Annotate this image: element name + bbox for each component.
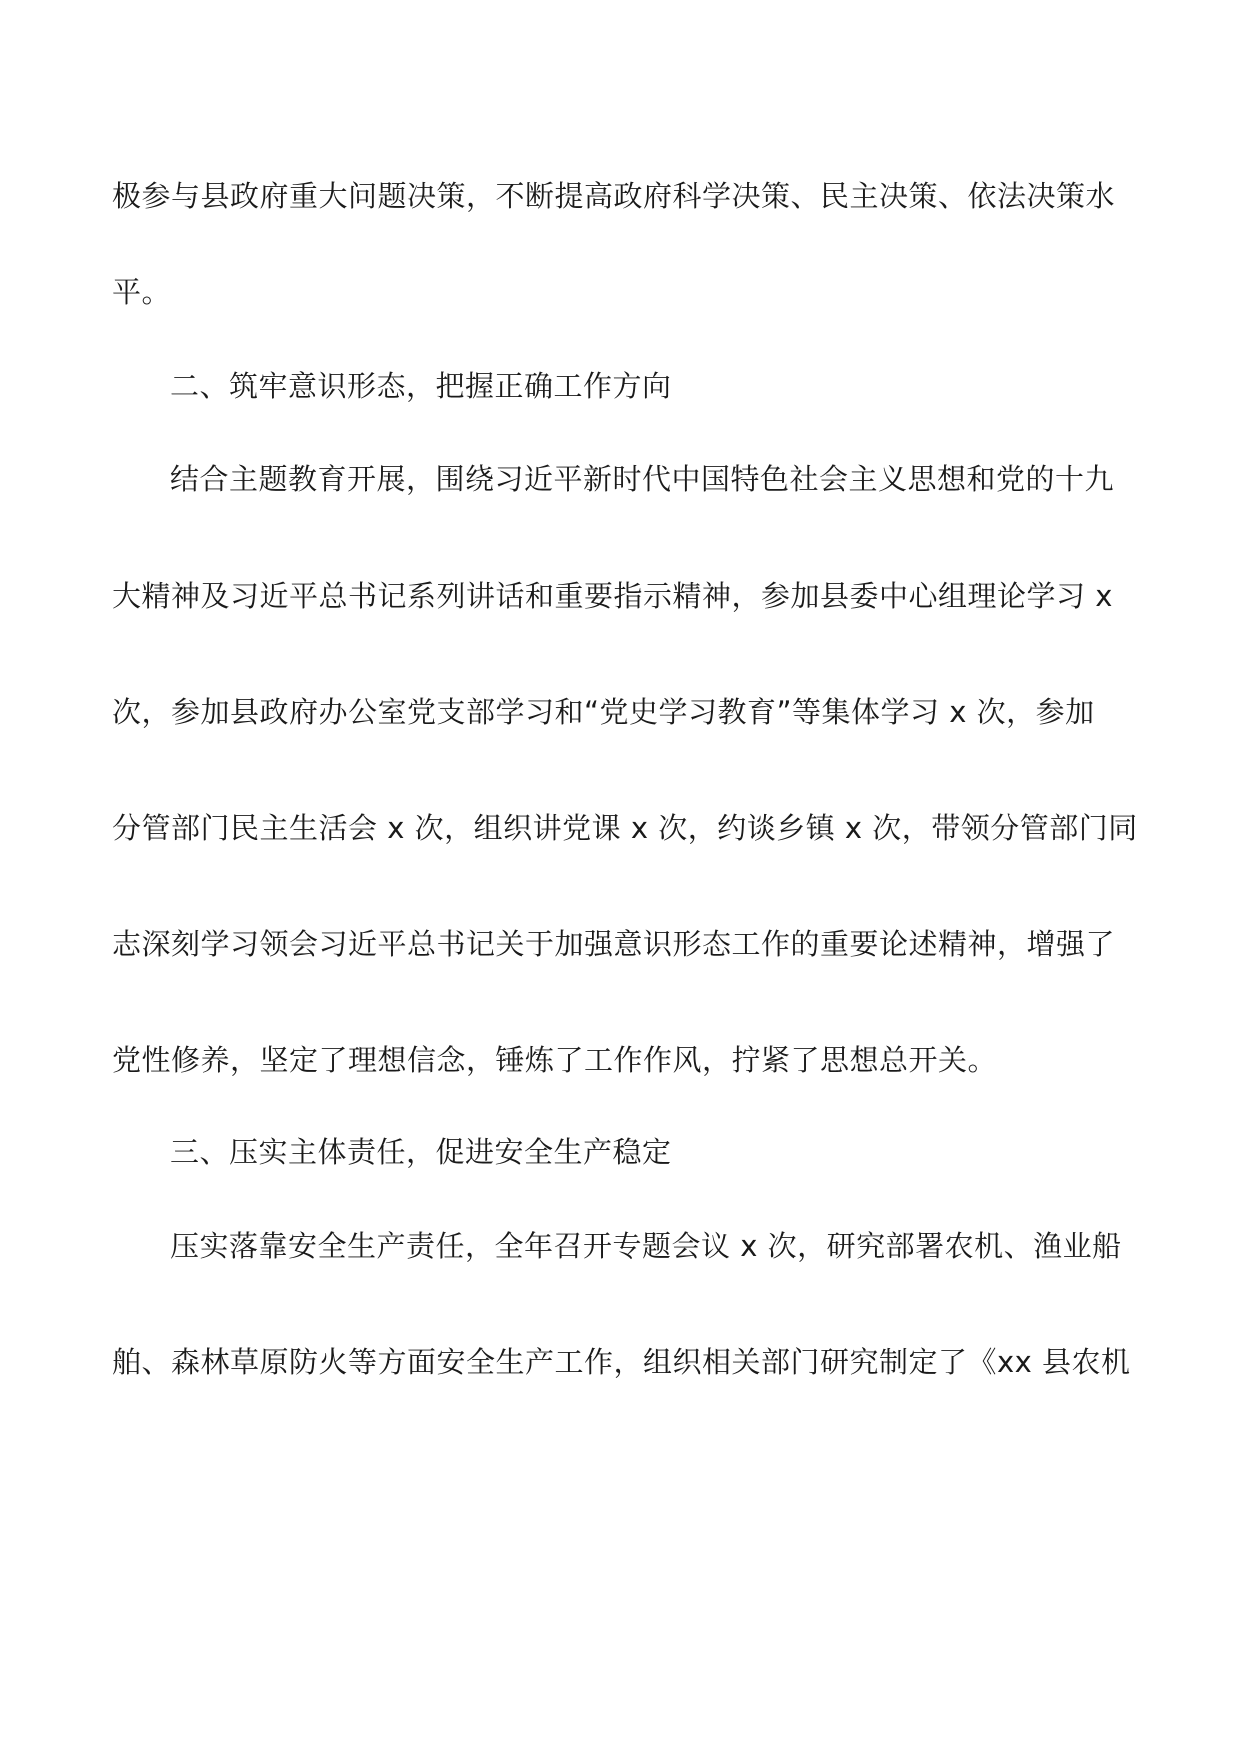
- paragraph-line: 平。: [112, 275, 172, 309]
- paragraph-line: 结合主题教育开展，围绕习近平新时代中国特色社会主义思想和党的十九: [170, 462, 1115, 496]
- paragraph-line: 志深刻学习领会习近平总书记关于加强意识形态工作的重要论述精神，增强了: [112, 927, 1116, 961]
- paragraph-line: 分管部门民主生活会 x 次，组织讲党课 x 次，约谈乡镇 x 次，带领分管部门同: [112, 811, 1138, 845]
- paragraph-line: 舶、森林草原防火等方面安全生产工作，组织相关部门研究制定了《xx 县农机: [112, 1345, 1131, 1379]
- paragraph-line: 次，参加县政府办公室党支部学习和“党史学习教育”等集体学习 x 次，参加: [112, 695, 1095, 729]
- paragraph-line: 党性修养，坚定了理想信念，锤炼了工作作风，拧紧了思想总开关。: [112, 1043, 998, 1077]
- section-heading: 二、筑牢意识形态，把握正确工作方向: [170, 369, 672, 403]
- section-heading: 三、压实主体责任，促进安全生产稳定: [170, 1135, 672, 1169]
- paragraph-line: 极参与县政府重大问题决策，不断提高政府科学决策、民主决策、依法决策水: [112, 179, 1116, 213]
- paragraph-line: 压实落靠安全生产责任，全年召开专题会议 x 次，研究部署农机、渔业船: [170, 1229, 1122, 1263]
- paragraph-line: 大精神及习近平总书记系列讲话和重要指示精神，参加县委中心组理论学习 x: [112, 579, 1113, 613]
